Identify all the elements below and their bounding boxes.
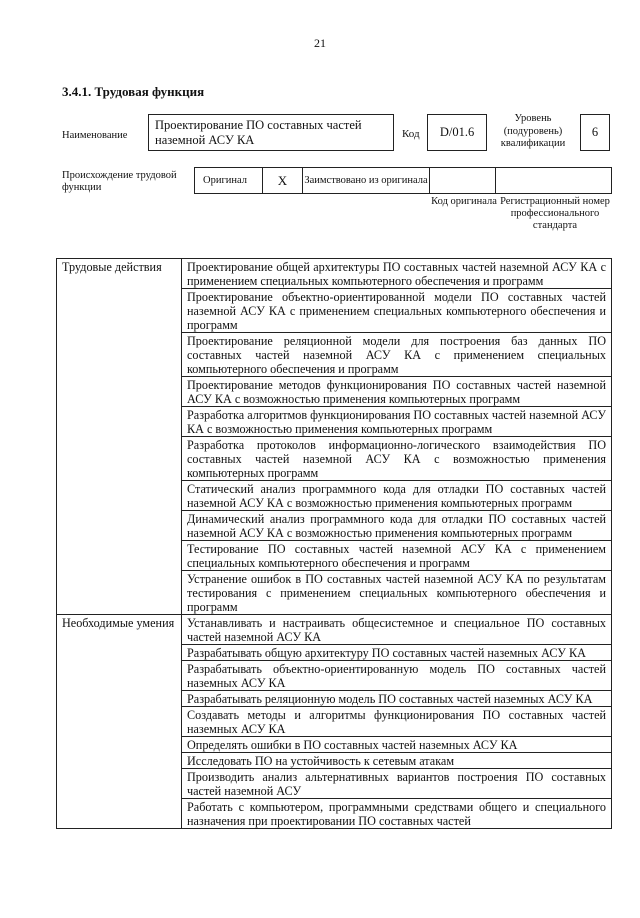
list-item: Разработка алгоритмов функционирования ПО составных частей наземной АСУ КА с возможностью применения компьютерных программ (182, 407, 612, 437)
code-value-box (427, 114, 487, 151)
code-label: Код (402, 128, 420, 140)
list-item: Работать с компьютером, программными средствами общего и специального назначения при проектировании ПО составных частей (182, 799, 612, 829)
list-item: Тестирование ПО составных частей наземной АСУ КА с применением специальных компьютерного обеспечения и программ (182, 541, 612, 571)
table-row (57, 259, 612, 289)
list-item: Разрабатывать общую архитектуру ПО составных частей наземных АСУ КА (182, 645, 612, 661)
name-value: Проектирование ПО составных частей наземной АСУ КА (155, 118, 362, 147)
level-value-box (580, 114, 610, 151)
list-item: Проектирование методов функционирования ПО составных частей наземной АСУ КА с возможностью применения компьютерных программ (182, 377, 612, 407)
borrowed-label: Заимствовано из оригинала (303, 168, 430, 193)
list-item: Проектирование объектно-ориентированной модели ПО составных частей наземной АСУ КА с применением специальных компьютерного обеспечения и программ (182, 289, 612, 333)
original-code-caption: Код оригинала (431, 196, 497, 207)
origin-label: Происхождение трудовой функции (62, 170, 177, 193)
original-mark: X (263, 168, 303, 193)
table-row (57, 615, 612, 645)
list-item: Производить анализ альтернативных вариантов построения ПО составных частей наземной АСУ (182, 769, 612, 799)
name-label: Наименование (62, 130, 128, 141)
list-item: Разрабатывать объектно-ориентированную модель ПО составных частей наземных АСУ КА (182, 661, 612, 691)
registration-number-cell (496, 168, 611, 193)
original-code-cell (430, 168, 496, 193)
list-item: Исследовать ПО на устойчивость к сетевым атакам (182, 753, 612, 769)
section-heading: Необходимые умения (57, 615, 182, 829)
name-value-box (148, 114, 394, 151)
function-details-table (56, 258, 612, 829)
list-item: Разработка протоколов информационно-логического взаимодействия ПО составных частей наземной АСУ КА с возможностью применения компьютерных программ (182, 437, 612, 481)
list-item: Устанавливать и настраивать общесистемное и специальное ПО составных частей наземной АСУ КА (182, 615, 612, 645)
page-number: 21 (314, 36, 326, 50)
origin-row (194, 167, 612, 194)
list-item: Разрабатывать реляционную модель ПО составных частей наземных АСУ КА (182, 691, 612, 707)
level-label: Уровень (подуровень) квалификации (500, 113, 566, 149)
list-item: Создавать методы и алгоритмы функционирования ПО составных частей наземных АСУ КА (182, 707, 612, 737)
level-value: 6 (591, 125, 599, 139)
original-label: Оригинал (195, 168, 263, 193)
section-heading: Трудовые действия (57, 259, 182, 615)
list-item: Статический анализ программного кода для отладки ПО составных частей наземной АСУ КА с возможностью применения компьютерных программ (182, 481, 612, 511)
registration-number-caption: Регистрационный номер профессионального стандарта (500, 196, 610, 231)
list-item: Определять ошибки в ПО составных частей наземных АСУ КА (182, 737, 612, 753)
list-item: Динамический анализ программного кода для отладки ПО составных частей наземной АСУ КА с возможностью применения компьютерных программ (182, 511, 612, 541)
list-item: Устранение ошибок в ПО составных частей наземной АСУ КА по результатам тестирования с применением специальных компьютерного обеспечения и программ (182, 571, 612, 615)
list-item: Проектирование общей архитектуры ПО составных частей наземной АСУ КА с применением специальных компьютерного обеспечения и программ (182, 259, 612, 289)
section-title: 3.4.1. Трудовая функция (62, 84, 205, 99)
code-value: D/01.6 (439, 125, 475, 139)
list-item: Проектирование реляционной модели для построения баз данных ПО составных частей наземной АСУ КА с применением специальных компьютерного обеспечения и программ (182, 333, 612, 377)
